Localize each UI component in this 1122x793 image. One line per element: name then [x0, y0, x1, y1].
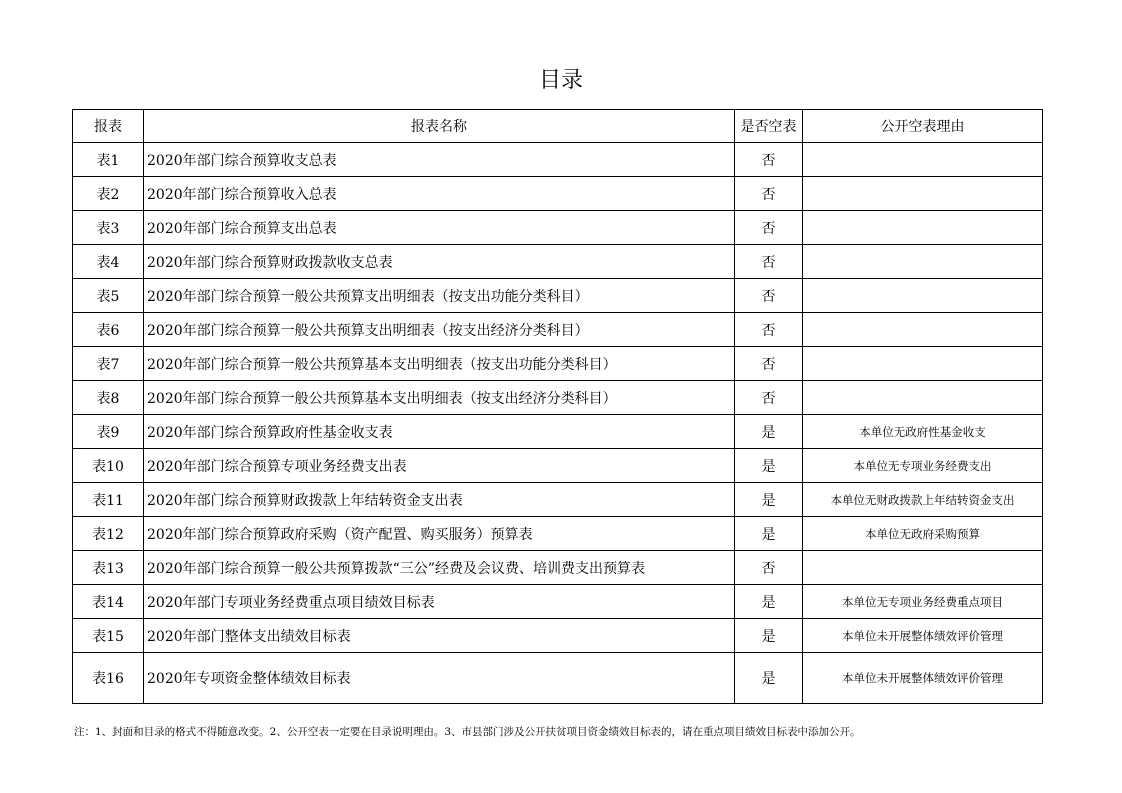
- table-row: [73, 585, 1043, 619]
- is-empty: 否: [735, 551, 803, 585]
- is-empty: 否: [735, 279, 803, 313]
- is-empty: 否: [735, 313, 803, 347]
- report-id: 表3: [73, 211, 144, 245]
- table-row: [73, 483, 1043, 517]
- report-id: 表2: [73, 177, 144, 211]
- empty-reason: [803, 279, 1043, 313]
- empty-reason: [803, 347, 1043, 381]
- is-empty: 是: [735, 585, 803, 619]
- report-name: 2020年部门综合预算财政拨款上年结转资金支出表: [144, 483, 735, 517]
- header-report-id: 报表: [73, 110, 144, 143]
- table-row: [73, 551, 1043, 585]
- report-id: 表1: [73, 143, 144, 177]
- report-name: 2020年部门综合预算收支总表: [144, 143, 735, 177]
- report-id: 表8: [73, 381, 144, 415]
- report-name: 2020年部门综合预算政府性基金收支表: [144, 415, 735, 449]
- report-name: 2020年部门综合预算一般公共预算支出明细表（按支出经济分类科目）: [144, 313, 735, 347]
- empty-reason: 本单位未开展整体绩效评价管理: [803, 619, 1043, 653]
- empty-reason: 本单位无政府性基金收支: [803, 415, 1043, 449]
- table-row: [73, 381, 1043, 415]
- empty-reason: [803, 313, 1043, 347]
- report-id: 表10: [73, 449, 144, 483]
- report-name: 2020年部门综合预算专项业务经费支出表: [144, 449, 735, 483]
- report-name: 2020年部门整体支出绩效目标表: [144, 619, 735, 653]
- report-id: 表12: [73, 517, 144, 551]
- report-name: 2020年专项资金整体绩效目标表: [144, 653, 735, 704]
- header-report-name: 报表名称: [144, 110, 735, 143]
- empty-reason: [803, 245, 1043, 279]
- table-row: [73, 449, 1043, 483]
- report-id: 表9: [73, 415, 144, 449]
- empty-reason: [803, 143, 1043, 177]
- is-empty: 是: [735, 619, 803, 653]
- table-row: [73, 177, 1043, 211]
- report-name: 2020年部门综合预算一般公共预算基本支出明细表（按支出功能分类科目）: [144, 347, 735, 381]
- table-row: [73, 517, 1043, 551]
- report-id: 表4: [73, 245, 144, 279]
- empty-reason: [803, 381, 1043, 415]
- table-row: [73, 245, 1043, 279]
- report-id: 表6: [73, 313, 144, 347]
- report-name: 2020年部门综合预算政府采购（资产配置、购买服务）预算表: [144, 517, 735, 551]
- table-row: [73, 415, 1043, 449]
- is-empty: 否: [735, 177, 803, 211]
- is-empty: 否: [735, 245, 803, 279]
- report-id: 表11: [73, 483, 144, 517]
- page-title: 目录: [538, 68, 583, 93]
- table-row: [73, 619, 1043, 653]
- report-name: 2020年部门综合预算收入总表: [144, 177, 735, 211]
- is-empty: 是: [735, 415, 803, 449]
- is-empty: 是: [735, 653, 803, 704]
- report-name: 2020年部门综合预算一般公共预算基本支出明细表（按支出经济分类科目）: [144, 381, 735, 415]
- is-empty: 是: [735, 517, 803, 551]
- report-name: 2020年部门专项业务经费重点项目绩效目标表: [144, 585, 735, 619]
- empty-reason: [803, 551, 1043, 585]
- table-row: [73, 143, 1043, 177]
- is-empty: 否: [735, 347, 803, 381]
- empty-reason: 本单位无专项业务经费重点项目: [803, 585, 1043, 619]
- table-row: [73, 313, 1043, 347]
- table-row: [73, 279, 1043, 313]
- empty-reason: 本单位无专项业务经费支出: [803, 449, 1043, 483]
- header-is-empty: 是否空表: [735, 110, 803, 143]
- report-id: 表13: [73, 551, 144, 585]
- report-name: 2020年部门综合预算财政拨款收支总表: [144, 245, 735, 279]
- report-id: 表15: [73, 619, 144, 653]
- empty-reason: [803, 177, 1043, 211]
- is-empty: 否: [735, 381, 803, 415]
- footnote: 注：1、封面和目录的格式不得随意改变。2、公开空表一定要在目录说明理由。3、市县部门涉及公开扶贫项目资金绩效目标表的，请在重点项目绩效目标表中添加公开。: [74, 726, 861, 738]
- empty-reason: [803, 211, 1043, 245]
- report-id: 表14: [73, 585, 144, 619]
- report-id: 表16: [73, 653, 144, 704]
- report-name: 2020年部门综合预算支出总表: [144, 211, 735, 245]
- is-empty: 是: [735, 449, 803, 483]
- table-row: [73, 211, 1043, 245]
- empty-reason: 本单位无政府采购预算: [803, 517, 1043, 551]
- report-id: 表5: [73, 279, 144, 313]
- header-empty-reason: 公开空表理由: [803, 110, 1043, 143]
- empty-reason: 本单位未开展整体绩效评价管理: [803, 653, 1043, 704]
- empty-reason: 本单位无财政拨款上年结转资金支出: [803, 483, 1043, 517]
- report-name: 2020年部门综合预算一般公共预算拨款“三公”经费及会议费、培训费支出预算表: [144, 551, 735, 585]
- is-empty: 否: [735, 211, 803, 245]
- report-name: 2020年部门综合预算一般公共预算支出明细表（按支出功能分类科目）: [144, 279, 735, 313]
- table-row: [73, 653, 1043, 704]
- table-row: [73, 347, 1043, 381]
- table-header-row: [73, 110, 1043, 143]
- report-id: 表7: [73, 347, 144, 381]
- is-empty: 是: [735, 483, 803, 517]
- is-empty: 否: [735, 143, 803, 177]
- contents-table: [72, 109, 1043, 704]
